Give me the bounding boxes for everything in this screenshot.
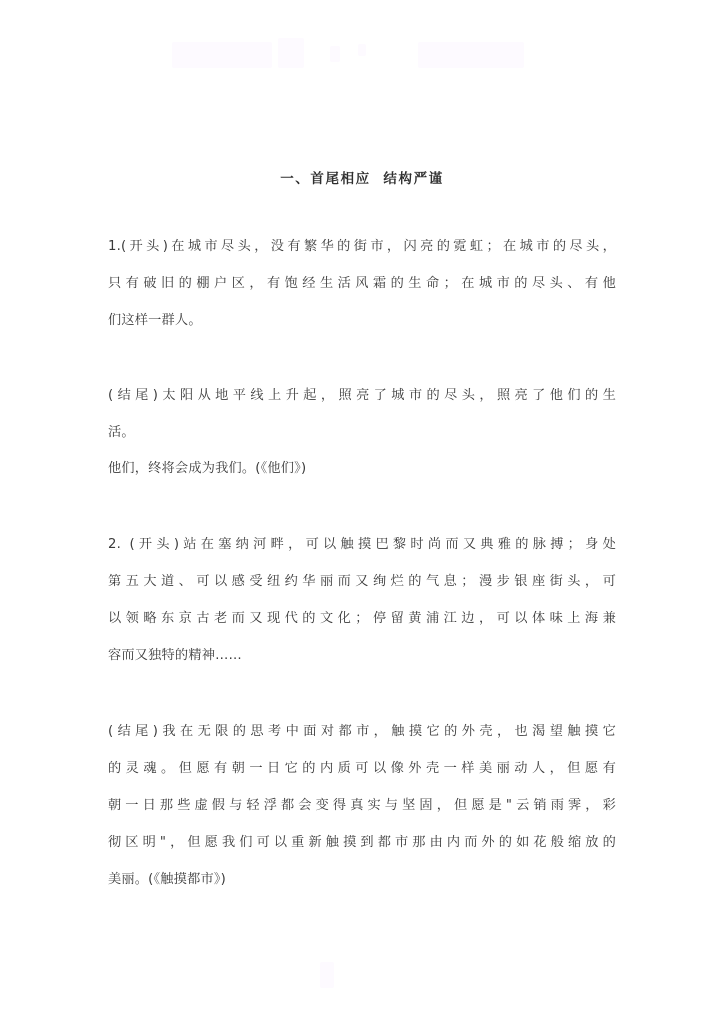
paragraph-example-1-opening <box>108 228 616 339</box>
text-line: 活。 <box>108 425 135 440</box>
watermark-bottom <box>0 950 724 996</box>
watermark-mark <box>418 42 524 68</box>
watermark-top <box>0 34 724 80</box>
text-line: 1.(开头)在城市尽头，没有繁华的街市，闪亮的霓虹；在城市的尽头， <box>108 239 616 254</box>
paragraph-example-1-ending <box>108 377 616 451</box>
text-line: (结尾)我在无限的思考中面对都市，触摸它的外壳，也渴望触摸它 <box>108 724 616 739</box>
text-line: 以领略东京古老而又现代的文化；停留黄浦江边，可以体味上海兼 <box>108 611 616 626</box>
text-line: 朝一日那些虚假与轻浮都会变得真实与坚固，但愿是"云销雨霁，彩 <box>108 798 616 813</box>
paragraph-example-1-ending-source <box>108 451 616 487</box>
paragraph-example-2-ending <box>108 713 616 898</box>
text-line: 他们，终将会成为我们。(《他们》) <box>108 461 307 476</box>
paragraph-example-2-opening <box>108 526 616 674</box>
text-line: 的灵魂。但愿有朝一日它的内质可以像外壳一样美丽动人，但愿有 <box>108 761 616 776</box>
watermark-mark <box>330 46 340 62</box>
section-heading: 一、首尾相应 结构严谨 <box>280 171 444 187</box>
text-line: 2. (开头)站在塞纳河畔，可以触摸巴黎时尚而又典雅的脉搏；身处 <box>108 537 616 552</box>
text-line: 美丽。(《触摸都市》) <box>108 872 226 887</box>
watermark-mark <box>320 962 334 988</box>
watermark-mark <box>172 42 272 68</box>
watermark-mark <box>278 38 304 68</box>
text-line: 容而又独特的精神…… <box>108 648 242 663</box>
text-line: 彻区明"，但愿我们可以重新触摸到都市那由内而外的如花般缩放的 <box>108 835 616 850</box>
text-line: 第五大道、可以感受纽约华丽而又绚烂的气息；漫步银座街头，可 <box>108 574 616 589</box>
text-line: 们这样一群人。 <box>108 313 202 328</box>
text-line: 只有破旧的棚户区，有饱经生活风霜的生命；在城市的尽头、有他 <box>108 276 616 291</box>
watermark-mark <box>358 44 366 56</box>
text-line: (结尾)太阳从地平线上升起，照亮了城市的尽头，照亮了他们的生 <box>108 388 616 403</box>
